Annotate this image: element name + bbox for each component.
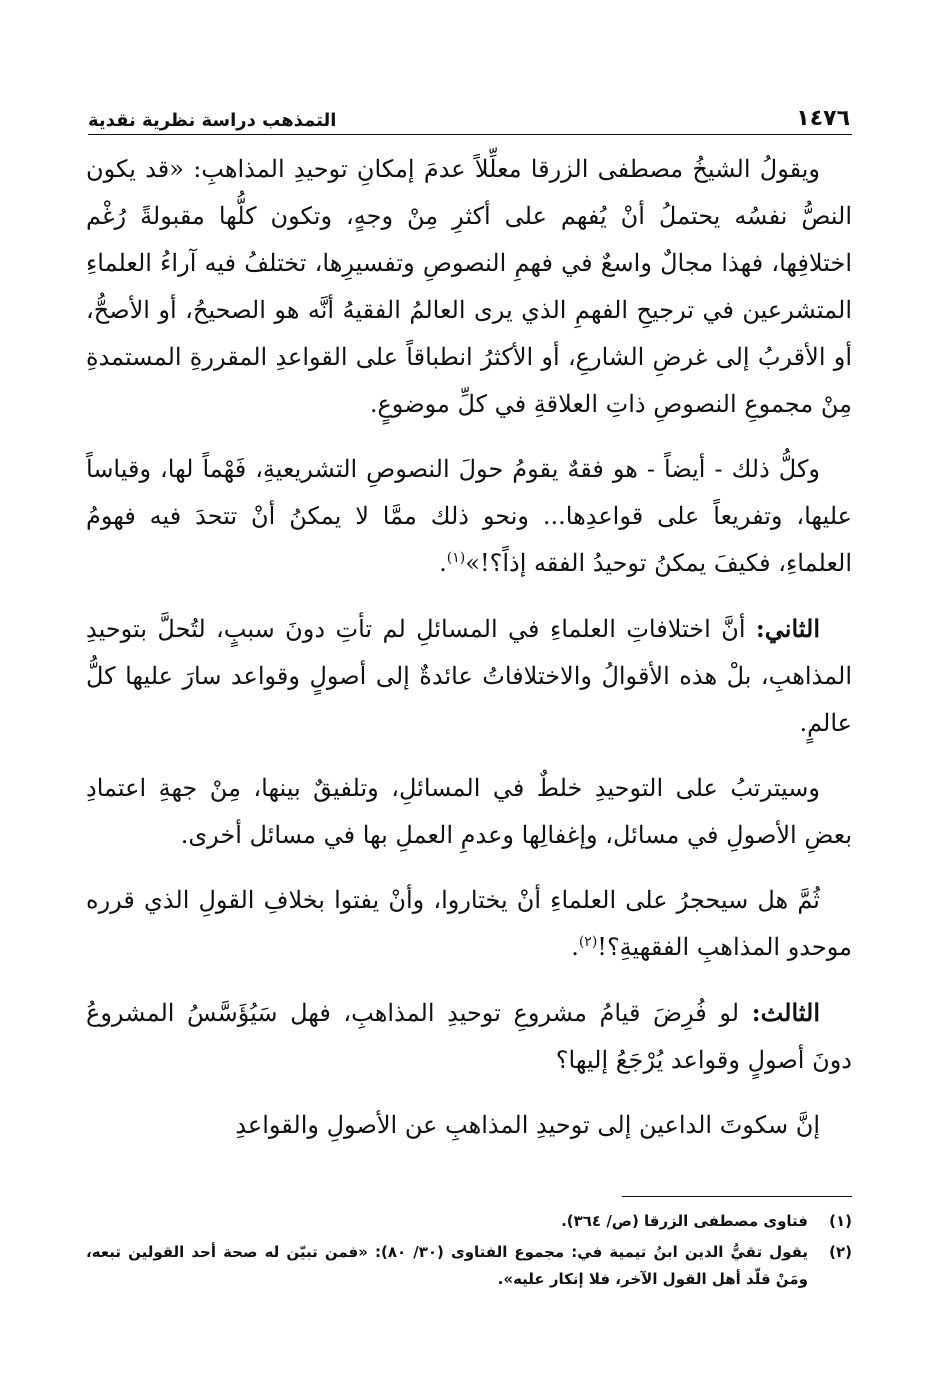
paragraph-1-text: ويقولُ الشيخُ مصطفى الزرقا معلِّلاً عدمَ إمكانِ توحيدِ المذاهبِ: «قد يكون النصُّ نفسُه يحتملُ أنْ يُفهم على أكثرِ مِنْ وجهٍ، وتكون كلُّها مقبولةً رُغْم اختلافِها، فهذا مجالٌ واسعٌ في فهمِ النصوصِ وتفسيرِها، تختلفُ فيه آراءُ العلماءِ المتشرعين في ترجيحِ الفهمِ الذي يرى العالمُ الفقيهُ أنَّه هو الصحيحُ، أو الأصحُّ، أو الأقربُ إلى غرضِ الشارعِ، أو الأكثرُ انطباقاً على القواعدِ المقررةِ المستمدةِ مِنْ مجموعِ النصوصِ ذاتِ العلاقةِ في كلِّ موضوعٍ. bbox=[86, 155, 852, 418]
paragraph-2-end: . bbox=[439, 549, 447, 577]
paragraph-4-text: وسيترتبُ على التوحيدِ خلطٌ في المسائلِ، وتلفيقٌ بينها، مِنْ جهةِ اعتمادِ بعضِ الأصولِ في مسائل، وإغفالِها وعدمِ العملِ بها في مسائل أخرى. bbox=[86, 774, 852, 849]
running-title: التمذهب دراسة نظرية نقدية bbox=[88, 110, 337, 131]
footnote-ref-1[interactable]: (١) bbox=[446, 550, 466, 566]
paragraph-3-text: أنَّ اختلافاتِ العلماءِ في المسائلِ لم تأتِ دونَ سببٍ، لتُحلَّ بتوحيدِ المذاهبِ، بلْ هذه الأقوالُ والاختلافاتُ عائدةٌ إلى أصولٍ وقواعد سارَ عليها كلُّ عالمٍ. bbox=[86, 615, 852, 737]
paragraph-4 bbox=[86, 765, 852, 859]
footnote-number: (٢) bbox=[829, 1243, 852, 1261]
paragraph-6 bbox=[86, 989, 852, 1084]
main-text bbox=[86, 146, 852, 1167]
footnotes bbox=[86, 1208, 852, 1297]
page-number: ١٤٧٦ bbox=[796, 106, 850, 131]
footnote-2 bbox=[86, 1239, 852, 1293]
paragraph-5-text: ثُمَّ هل سيحجرُ على العلماءِ أنْ يختاروا، وأنْ يفتوا بخلافِ القولِ الذي قرره موحدو المذاهبِ الفقهيةِ؟! bbox=[86, 886, 852, 961]
paragraph-3 bbox=[86, 605, 852, 747]
point-three-heading: الثالث: bbox=[751, 998, 820, 1027]
paragraph-7 bbox=[86, 1102, 852, 1149]
footnote-divider bbox=[622, 1196, 852, 1197]
paragraph-5-end: . bbox=[571, 933, 579, 961]
header-divider bbox=[88, 134, 852, 135]
footnote-text: فتاوى مصطفى الزرقا (ص/ ٣٦٤). bbox=[561, 1212, 808, 1230]
footnote-1 bbox=[86, 1208, 852, 1235]
footnote-number: (١) bbox=[829, 1212, 852, 1230]
paragraph-2-text: وكلُّ ذلك - أيضاً - هو فقهٌ يقومُ حولَ النصوصِ التشريعيةِ، فَهْماً لها، وقياساً عليها، وتفريعاً على قواعدِها... ونحو ذلك ممَّا لا يمكنُ أنْ تتحدَ فيه فهومُ العلماءِ، فكيفَ يمكنُ توحيدُ الفقه إذاً؟!» bbox=[86, 455, 852, 577]
paragraph-1 bbox=[86, 146, 852, 428]
paragraph-2 bbox=[86, 446, 852, 587]
paragraph-6-text: لو فُرِضَ قيامُ مشروعِ توحيدِ المذاهبِ، فهل سَيُؤَسَّسُ المشروعُ دونَ أصولٍ وقواعد يُرْجَعُ إليها؟ bbox=[86, 999, 852, 1074]
paragraph-5 bbox=[86, 877, 852, 971]
footnote-text: يقول تقيُّ الدين ابنُ تيمية في: مجموع الفتاوى (٣٠/ ٨٠): «فمن تبيّن له صحة أحد القولين تبعه، ومَنْ قلّد أهل القول الآخر، فلا إنكار عليه». bbox=[86, 1243, 808, 1288]
paragraph-7-text: إنَّ سكوتَ الداعين إلى توحيدِ المذاهبِ عن الأصولِ والقواعدِ bbox=[235, 1111, 820, 1139]
footnote-ref-2[interactable]: (٢) bbox=[578, 934, 598, 950]
point-two-heading: الثاني: bbox=[755, 614, 820, 643]
page-header bbox=[88, 96, 850, 130]
